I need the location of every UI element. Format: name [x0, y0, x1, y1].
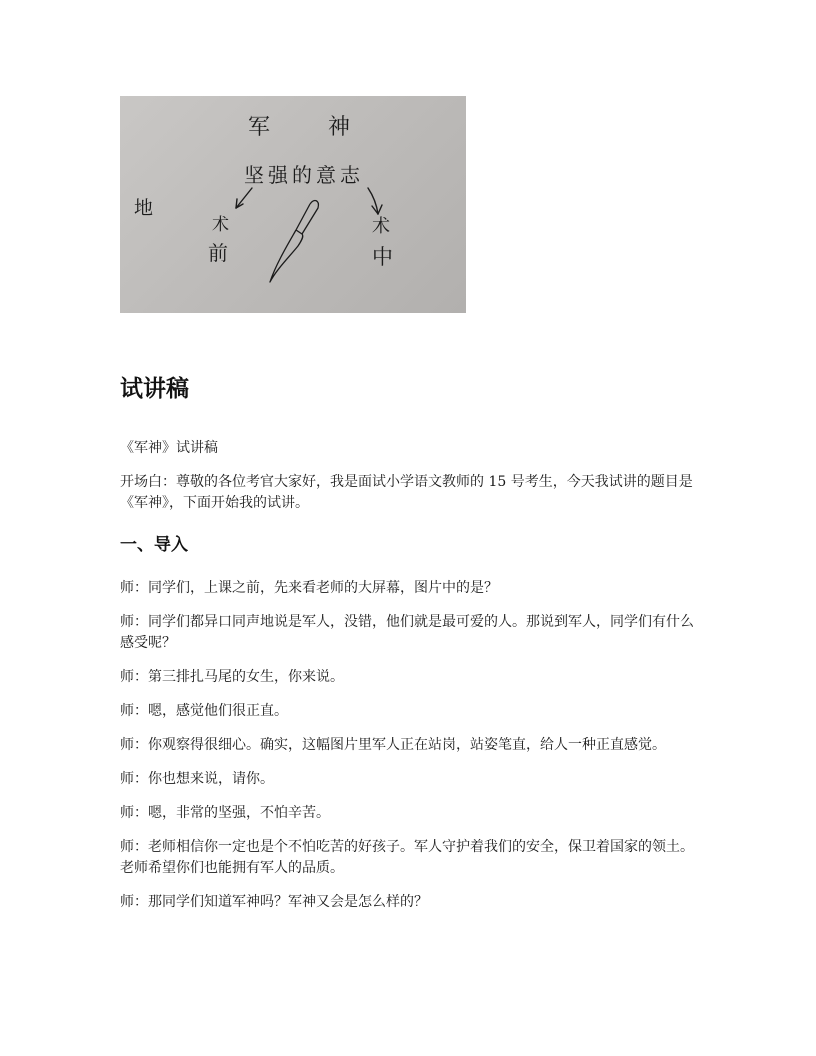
dialogue-line: 师：第三排扎马尾的女生，你来说。 [120, 669, 344, 685]
dialogue-line: 师：嗯，感觉他们很正直。 [120, 703, 288, 719]
hw-during-1: 术 [372, 216, 390, 237]
dialogue-line: 师：嗯，非常的坚强，不怕辛苦。 [120, 805, 330, 821]
arrow-right-icon [368, 188, 382, 214]
opening-paragraph: 开场白：尊敬的各位考官大家好，我是面试小学语文教师的 15 号考生，今天我试讲的题目是《军神》，下面开始我的试讲。 [120, 474, 693, 511]
dialogue-line: 师：你观察得很细心。确实，这幅图片里军人正在站岗，站姿笔直，给人一种正直感觉。 [120, 737, 666, 753]
hw-before-2: 前 [208, 241, 228, 265]
hw-during-2: 中 [372, 245, 393, 269]
arrow-left-icon [236, 188, 252, 208]
dialogue-line: 师：老师相信你一定也是个不怕吃苦的好孩子。军人守护着我们的安全，保卫着国家的领土。老师希望你们也能拥有军人的品质。 [120, 839, 694, 876]
section-heading-intro: 一、导入 [120, 535, 188, 555]
dialogue-line: 师：你也想来说，请你。 [120, 771, 274, 787]
hw-title-right: 神 [328, 115, 351, 140]
hw-title-left: 军 [248, 115, 271, 140]
hw-before-1: 术 [212, 215, 229, 235]
doc-subtitle: 《军神》试讲稿 [120, 440, 218, 456]
scalpel-icon [270, 201, 318, 282]
whiteboard-photo [120, 96, 466, 313]
hw-center-phrase: 坚强的意志 [244, 163, 364, 187]
hw-left-side: 地 [134, 197, 154, 219]
document-body [120, 372, 700, 926]
dialogue-line: 师：同学们都异口同声地说是军人，没错，他们就是最可爱的人。那说到军人，同学们有什么感受呢？ [120, 614, 694, 651]
handwriting-sketch [120, 96, 466, 313]
dialogue-line: 师：同学们，上课之前，先来看老师的大屏幕，图片中的是？ [120, 580, 498, 596]
dialogue-line: 师：那同学们知道军神吗？军神又会是怎么样的？ [120, 894, 428, 910]
page-title: 试讲稿 [120, 376, 189, 402]
